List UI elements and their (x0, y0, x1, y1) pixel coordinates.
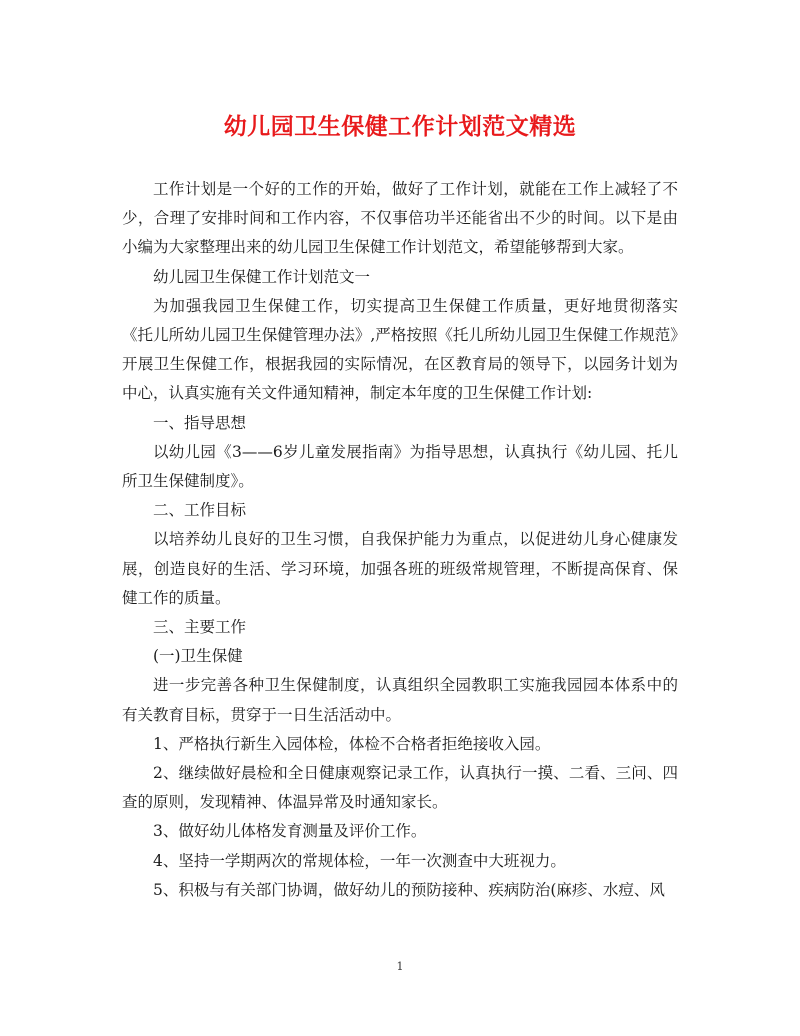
document-title: 幼儿园卫生保健工作计划范文精选 (223, 113, 577, 140)
paragraph-preface: 为加强我园卫生保健工作，切实提高卫生保健工作质量，更好地贯彻落实《托儿所幼儿园卫生保健管理办法》,严格按照《托儿所幼儿园卫生保健工作规范》开展卫生保健工作，根据我园的实际情况，在区教育局的领导下，以园务计划为中心，认真实施有关文件通知精神，制定本年度的卫生保健工作计划: (122, 296, 678, 403)
list-item-2: 2、继续做好晨检和全日健康观察记录工作，认真执行一摸、二看、三问、四查的原则，发现精神、体温异常及时通知家长。 (122, 764, 678, 812)
list-item-4: 4、坚持一学期两次的常规体检，一年一次测查中大班视力。 (153, 851, 566, 870)
list-item-1: 1、严格执行新生入园体检，体检不合格者拒绝接收入园。 (153, 734, 551, 753)
section-heading-main-work: 三、主要工作 (153, 618, 247, 637)
paragraph-guiding-ideology: 以幼儿园《3——6岁儿童发展指南》为指导思想，认真执行《幼儿园、托儿所卫生保健制度》。 (122, 442, 678, 491)
section-heading-work-goals: 二、工作目标 (153, 501, 247, 520)
paragraph-subtitle: 幼儿园卫生保健工作计划范文一 (153, 267, 371, 286)
subsection-heading-health-care: (一)卫生保健 (153, 647, 243, 666)
paragraph-intro: 工作计划是一个好的工作的开始，做好了工作计划，就能在工作上减轻了不少，合理了安排时间和工作内容，不仅事倍功半还能省出不少的时间。以下是由小编为大家整理出来的幼儿园卫生保健工作计划范文，希望能够帮到大家。 (122, 180, 678, 257)
list-item-3: 3、做好幼儿体格发育测量及评价工作。 (153, 822, 427, 841)
document-body (122, 175, 678, 905)
page-number: 1 (396, 960, 404, 973)
list-item-5: 5、积极与有关部门协调，做好幼儿的预防接种、疾病防治(麻疹、水痘、风 (153, 880, 665, 899)
paragraph-work-goals: 以培养幼儿良好的卫生习惯，自我保护能力为重点，以促进幼儿身心健康发展，创造良好的生活、学习环境，加强各班的班级常规管理，不断提高保育、保健工作的质量。 (122, 530, 678, 607)
paragraph-health-care: 进一步完善各种卫生保健制度，认真组织全园教职工实施我园园本体系中的有关教育目标，贯穿于一日生活活动中。 (122, 676, 678, 724)
section-heading-guiding-ideology: 一、指导思想 (153, 413, 247, 432)
